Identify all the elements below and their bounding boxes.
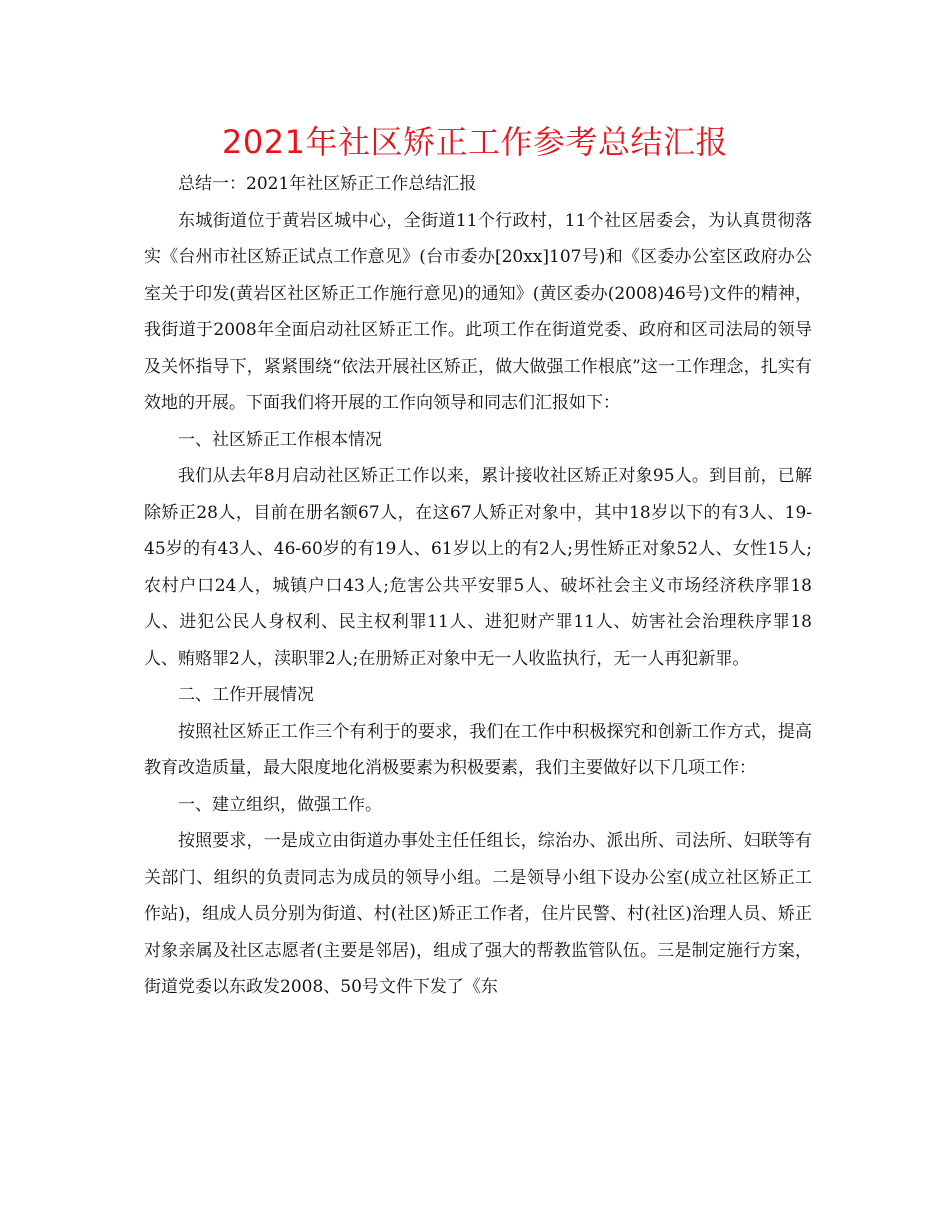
subsection-heading-organization: 一、建立组织，做强工作。: [178, 794, 382, 815]
document-title: 2021年社区矫正工作参考总结汇报: [222, 123, 728, 161]
paragraph-work-approach: 按照社区矫正工作三个有利于的要求，我们在工作中积极探究和创新工作方式，提高教育改造质量，最大限度地化消极要素为积极要素，我们主要做好以下几项工作：: [144, 721, 812, 778]
section-heading-basic-situation: 一、社区矫正工作根本情况: [178, 429, 382, 450]
paragraph-statistics: 我们从去年8月启动社区矫正工作以来，累计接收社区矫正对象95人。到目前，已解除矫正28人，目前在册名额67人，在这67人矫正对象中，其中18岁以下的有3人、19-45岁的有43人、46-60岁的有19人、61岁以上的有2人;男性矫正对象52人、女性15人;农村户口24人，城镇户口43人;危害公共平安罪5人、破坏社会主义市场经济秩序罪18人、进犯公民人身权利、民主权利罪11人、进犯财产罪11人、妨害社会治理秩序罪18人、贿赂罪2人，渎职罪2人;在册矫正对象中无一人收监执行，无一人再犯新罪。: [144, 466, 812, 669]
paragraph-subtitle: 总结一：2021年社区矫正工作总结汇报: [178, 174, 477, 194]
paragraph-intro: 东城街道位于黄岩区城中心，全街道11个行政村，11个社区居委会，为认真贯彻落实《台州市社区矫正试点工作意见》(台市委办[20xx]107号)和《区委办公室区政府办公室关于印发(黄岩区社区矫正工作施行意见)的通知》(黄区委办(2008)46号)文件的精神，我街道于2008年全面启动社区矫正工作。此项工作在街道党委、政府和区司法局的领导及关怀指导下，紧紧围绕“依法开展社区矫正，做大做强工作根底”这一工作理念，扎实有效地的开展。下面我们将开展的工作向领导和同志们汇报如下：: [144, 210, 812, 413]
section-heading-work-progress: 二、工作开展情况: [178, 685, 314, 705]
paragraph-organization: 按照要求，一是成立由街道办事处主任任组长，综治办、派出所、司法所、妇联等有关部门、组织的负责同志为成员的领导小组。二是领导小组下设办公室(成立社区矫正工作站)，组成人员分别为街道、村(社区)矫正工作者，住片民警、村(社区)治理人员、矫正对象亲属及社区志愿者(主要是邻居)，组成了强大的帮教监管队伍。三是制定施行方案，街道党委以东政发2008、50号文件下发了《东: [144, 831, 812, 997]
document-body: [144, 166, 812, 1006]
